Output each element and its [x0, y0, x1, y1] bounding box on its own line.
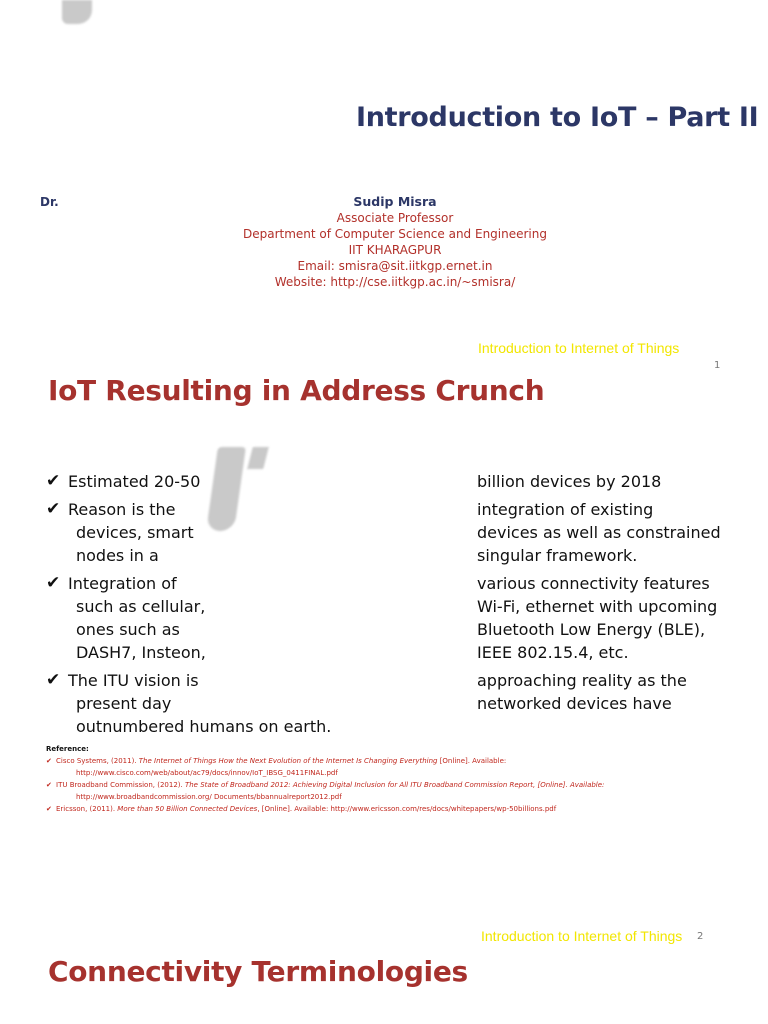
- reference-title: The State of Broadband 2012: Achieving Digital Inclusion for All ITU Broadband Commission Report, [Online]. Available:: [184, 781, 605, 789]
- text-line: billion devices by 2018: [477, 472, 662, 491]
- reference-item: [46, 803, 646, 815]
- check-mark-icon: ✔: [46, 757, 52, 765]
- author-institute: IIT KHARAGPUR: [348, 243, 442, 257]
- text-block: [477, 669, 737, 715]
- author-name: Sudip Misra: [353, 194, 437, 209]
- page-number: 2: [697, 931, 704, 942]
- watermark-logo-fragment: [247, 447, 268, 469]
- text-line: approaching reality as the: [477, 671, 687, 690]
- bullet-line: Reason is the: [68, 500, 176, 519]
- author-role: Associate Professor: [336, 211, 454, 225]
- text-line: singular framework.: [477, 546, 638, 565]
- bullet-item: [46, 669, 346, 738]
- slide-heading: Connectivity Terminologies: [48, 955, 468, 988]
- watermark-logo-fragment: [62, 0, 92, 24]
- reference-item: [46, 779, 646, 803]
- bullet-line: Estimated 20-50: [68, 472, 201, 491]
- text-line: networked devices have: [477, 694, 672, 713]
- bullet-line: devices, smart: [76, 523, 194, 542]
- slide-heading: IoT Resulting in Address Crunch: [48, 374, 545, 407]
- check-mark-icon: ✔: [46, 573, 61, 593]
- author-prefix: Dr.: [40, 195, 59, 209]
- slide-footer: Introduction to Internet of Things: [478, 340, 680, 356]
- right-text-column: [477, 470, 737, 720]
- bullet-line: outnumbered humans on earth.: [76, 717, 332, 736]
- text-block: [477, 470, 737, 493]
- check-mark-icon: ✔: [46, 670, 61, 690]
- text-line: various connectivity features: [477, 574, 710, 593]
- bullet-item: [46, 572, 346, 664]
- bullet-line: Integration of: [68, 574, 177, 593]
- check-mark-icon: ✔: [46, 499, 61, 519]
- text-line: IEEE 802.15.4, etc.: [477, 643, 629, 662]
- check-mark-icon: ✔: [46, 471, 61, 491]
- bullet-line: nodes in a: [76, 546, 159, 565]
- reference-author: Cisco Systems, (2011).: [56, 757, 139, 765]
- author-email: Email: smisra@sit.iitkgp.ernet.in: [297, 259, 493, 273]
- reference-item: [46, 755, 646, 779]
- author-department: Department of Computer Science and Engineering: [242, 227, 547, 241]
- reference-label: Reference:: [46, 745, 89, 753]
- bullet-item: [46, 470, 346, 493]
- author-block: [230, 194, 560, 290]
- slide-title: Introduction to IoT – Part II: [356, 102, 759, 133]
- bullet-line: The ITU vision is: [68, 671, 199, 690]
- author-website: Website: http://cse.iitkgp.ac.in/~smisra/: [274, 275, 516, 289]
- reference-url[interactable]: http://www.broadbandcommission.org/ Documents/bbannualreport2012.pdf: [76, 793, 342, 801]
- reference-availability: [Online]. Available:: [437, 757, 507, 765]
- references: [46, 743, 646, 815]
- reference-url[interactable]: http://www.cisco.com/web/about/ac79/docs/innov/IoT_IBSG_0411FINAL.pdf: [76, 769, 338, 777]
- text-line: devices as well as constrained: [477, 523, 721, 542]
- text-block: [477, 498, 737, 567]
- reference-title: More than 50 Billion Connected Devices: [117, 805, 258, 813]
- bullet-line: such as cellular,: [76, 597, 206, 616]
- bullet-line: ones such as: [76, 620, 180, 639]
- text-line: Wi-Fi, ethernet with upcoming: [477, 597, 718, 616]
- text-line: integration of existing: [477, 500, 654, 519]
- check-mark-icon: ✔: [46, 805, 52, 813]
- reference-author: Ericsson, (2011).: [56, 805, 118, 813]
- text-line: Bluetooth Low Energy (BLE),: [477, 620, 706, 639]
- reference-author: ITU Broadband Commission, (2012).: [56, 781, 185, 789]
- check-mark-icon: ✔: [46, 781, 52, 789]
- left-bullet-column: [46, 470, 346, 743]
- reference-availability: , [Online]. Available: http://www.ericsson.com/res/docs/whitepapers/wp-50billions.pdf: [257, 805, 557, 813]
- text-block: [477, 572, 737, 664]
- bullet-line: present day: [76, 694, 172, 713]
- page-number: 1: [714, 360, 721, 371]
- slide-footer: Introduction to Internet of Things: [481, 928, 683, 944]
- bullet-line: DASH7, Insteon,: [76, 643, 206, 662]
- reference-title: The Internet of Things How the Next Evolution of the Internet Is Changing Everything: [138, 757, 438, 765]
- bullet-item: [46, 498, 346, 567]
